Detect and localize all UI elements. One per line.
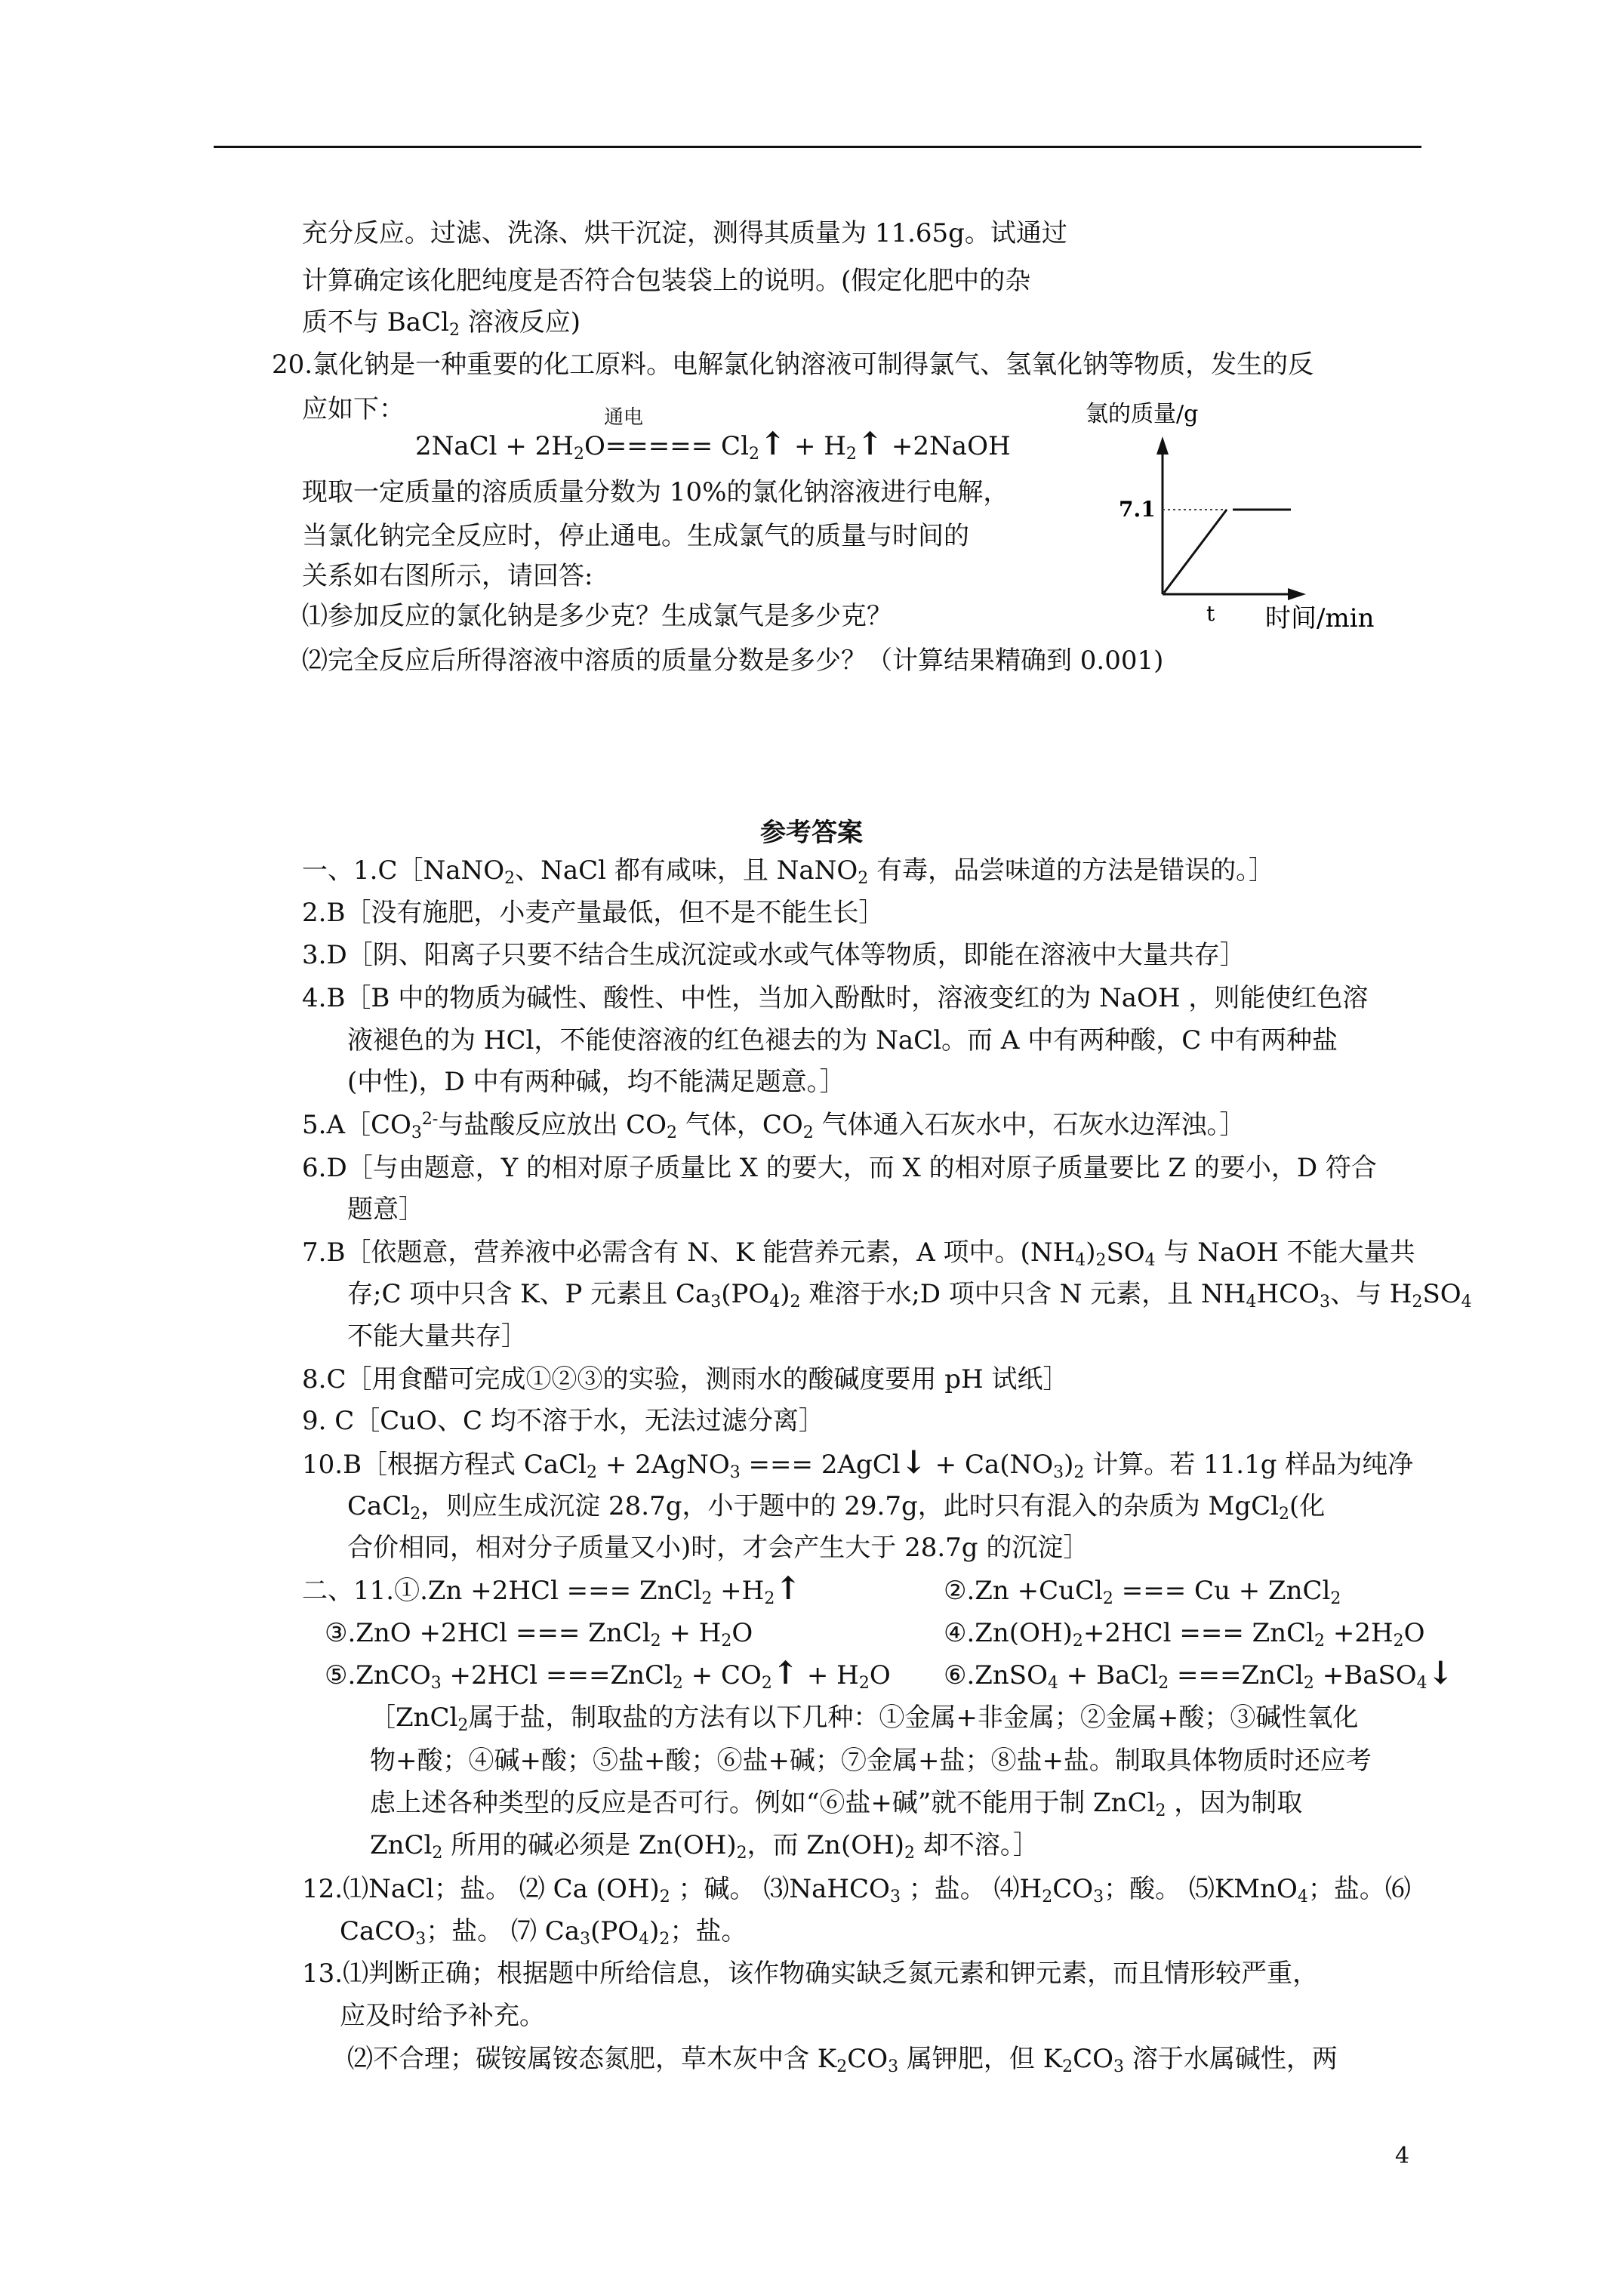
answer-11-eq-5: ⑤.ZnCO$_3$ +2HCl ===ZnCl$_2$ + $CO_2↑ + H_2O$ [325,1654,891,1693]
answer-10-line-1: 10.B［根据方程式 CaCl$_2$ + 2AgNO$_3$ === 2AgCl↓ + $Ca(NO_3)_2$ 计算。若 11.1g 样品为纯净 [302,1444,1414,1482]
q20-line-4: 当氯化钠完全反应时，停止通电。生成氯气的质量与时间的 [302,521,969,551]
answer-13-line-1: 13.⑴判断正确；根据题中所给信息，该作物确实缺乏氮元素和钾元素，而且情形较严重， [302,1959,1319,1989]
chart-series-rise [1164,510,1227,593]
q19-line-2: 计算确定该化肥纯度是否符合包装袋上的说明。(假定化肥中的杂 [302,266,1031,296]
answer-13-line-2: 应及时给予补充。 [340,2001,545,2031]
answer-5: $5.A[CO_3^{2-}$与盐酸反应放出 $CO_2$ 气体，$CO_2$ 气体通入石灰水中，石灰水边浑浊。］ [302,1110,1246,1142]
answer-9: 9. C［CuO、C 均不溶于水，无法过滤分离］ [302,1406,824,1436]
answer-11-eq-6: ⑥.ZnSO$_4$ + BaCl$_2$ ===ZnCl$_2$ +BaSO$_4$↓ [944,1654,1454,1693]
q20-line-3: 现取一定质量的溶质质量分数为 10%的氯化钠溶液进行电解， [302,477,1009,507]
answer-11-eq-3: ③.ZnO +2HCl === ZnCl$_2$ + $H_2O$ [325,1618,753,1650]
q20-line-7: ⑵完全反应后所得溶液中溶质的质量分数是多少？（计算结果精确到 0.001) [302,646,1164,676]
answer-4-line-2: 液褪色的为 HCl，不能使溶液的红色褪去的为 NaCl。而 A 中有两种酸，C 中有两种盐 [347,1025,1338,1056]
answer-1: 一、1.C［NaNO$_2$、NaCl 都有咸味，且 NaNO$_2$ 有毒，品尝味道的方法是错误的。］ [302,855,1275,888]
answer-11-eq-1: 二、11.①.Zn +2HCl === ZnCl$_2$ $+H_2↑$ [302,1570,802,1608]
answers-title: 参考答案 [760,818,863,848]
q19-line-1: 充分反应。过滤、洗涤、烘干沉淀，测得其质量为 11.65g。试通过 [302,218,1067,248]
q20-line-1: 20.氯化钠是一种重要的化工原料。电解氯化钠溶液可制得氯气、氢氧化钠等物质，发生的反 [272,350,1314,380]
q19-line-3: 质不与 BaCl$_2$ 溶液反应) [302,307,581,340]
q20-equation: 2NaCl + $2H_2O=====$ $Cl_2↑$ + $H_2↑$ +2NaOH [415,425,1011,464]
chart-ylabel: 氯的质量/g [1086,401,1199,427]
page-number: 4 [1395,2143,1410,2169]
q20-line-6: ⑴参加反应的氯化钠是多少克？生成氯气是多少克？ [302,601,892,631]
chart-xlabel: 时间/min [1265,603,1375,633]
answer-13-line-3: ⑵不合理；碳铵属铵态氮肥，草木灰中含 $K_2CO_3$ 属钾肥，但 $K_2CO_3$ 溶于水属碱性，两 [347,2044,1338,2076]
chlorine-mass-chart [1072,400,1419,642]
answer-4-line-3: (中性)，D 中有两种碱，均不能满足题意。］ [347,1067,845,1097]
answer-11-line-5: 物+酸；④碱+酸；⑤盐+酸；⑥盐+碱；⑦金属+盐；⑧盐+盐。制取具体物质时还应考 [370,1746,1372,1776]
reaction-condition: 通电 [604,406,644,429]
answer-10-line-3: 合价相同，相对分子质量又小)时，才会产生大于 28.7g 的沉淀］ [347,1533,1089,1563]
answer-11-eq-2: ②.Zn +CuCl$_2$ === Cu + ZnCl$_2$ [944,1576,1341,1608]
answer-12-line-2: CaCO$_3$；盐。 ⑺ $Ca_3(PO_4)_2$；盐。 [340,1916,747,1949]
answer-10-line-2: CaCl$_2$，则应生成沉淀 28.7g，小于题中的 29.7g，此时只有混入的杂质为 MgCl$_2$(化 [347,1491,1326,1524]
answer-4-line-1: 4.B［B 中的物质为碱性、酸性、中性，当加入酚酞时，溶液变红的为 NaOH ，则能使红色溶 [302,983,1369,1013]
q20-line-5: 关系如右图所示，请回答: [302,561,593,591]
answer-2: 2.B［没有施肥，小麦产量最低，但不是不能生长］ [302,898,885,928]
chart-y-arrow [1156,436,1169,455]
answer-7-line-1: 7.B［依题意，营养液中必需含有 N、K 能营养元素，A 项中。$(NH_4)_2SO_4$ 与 NaOH 不能大量共 [302,1237,1415,1270]
answer-11-eq-4: $④.Zn(OH)_2+2HCl$ === ZnCl$_2$ $+2H_2O$ [944,1618,1425,1650]
answer-3: 3.D［阴、阳离子只要不结合生成沉淀或水或气体等物质，即能在溶液中大量共存］ [302,940,1246,970]
answer-12-line-1: 12.⑴NaCl；盐。 ⑵ Ca $(OH)_2$ ；碱。 ⑶NaHCO$_3$ ；盐。 $⑷H_2CO_3$；酸。 ⑸KMnO$_4$；盐。⑹ [302,1874,1411,1906]
header-rule [214,146,1421,148]
q20-line-2: 应如下： [302,394,405,424]
answer-8: 8.C［用食醋可完成①②③的实验，测雨水的酸碱度要用 pH 试纸］ [302,1364,1069,1395]
answer-11-line-6: 虑上述各种类型的反应是否可行。例如“⑥盐+碱”就不能用于制 ZnCl$_2$ ，因为制取 [370,1788,1303,1820]
answer-6-line-2: 题意］ [347,1194,424,1225]
answer-6-line-1: 6.D［与由题意，Y 的相对原子质量比 X 的要大，而 X 的相对原子质量要比 Z 的要小，D 符合 [302,1153,1377,1183]
answer-11-line-7: ZnCl$_2$ 所用的碱必须是 $Zn(OH)_2$，而 $Zn(OH)_2$ 却不溶。］ [370,1830,1039,1863]
chart-y-tick: 7.1 [1119,497,1156,522]
answer-11-line-4: ［ZnCl$_2$属于盐，制取盐的方法有以下几种：①金属+非金属；②金属+酸；③碱性氧化 [370,1703,1359,1735]
answer-7-line-3: 不能大量共存］ [347,1321,527,1351]
chart-x-tick: t [1206,601,1215,626]
chart-x-arrow [1288,588,1306,600]
answer-7-line-2: 存;C 项中只含 K、P 元素且 $Ca_3(PO_4)_2$ 难溶于水;D 项中只含 N 元素，且 $NH_4HCO_3$、与 $H_2SO_4$ [347,1279,1472,1311]
